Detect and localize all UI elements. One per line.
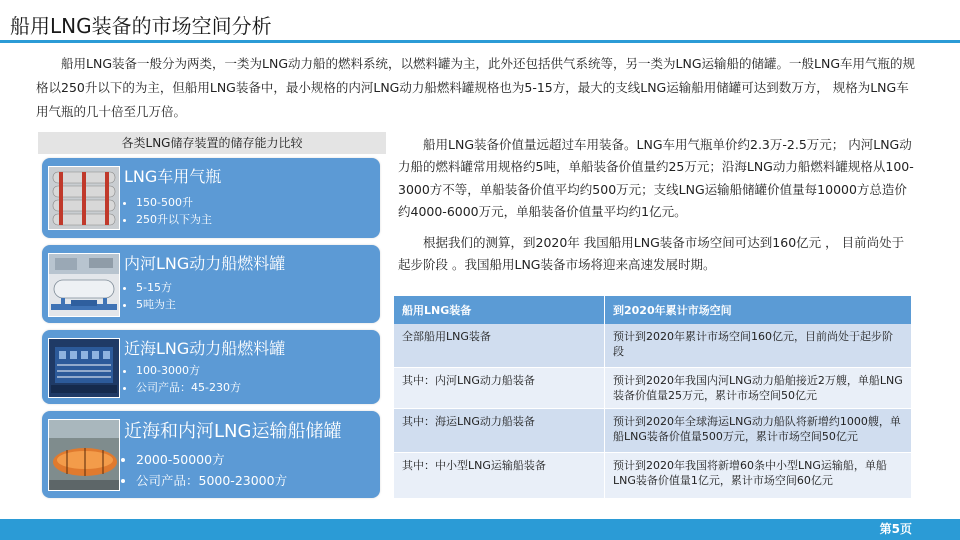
card-title: LNG车用气瓶: [124, 167, 222, 186]
table-row: [394, 453, 912, 499]
card-inland-fuel-tank: [42, 245, 380, 323]
table-header-cell: 到2020年累计市场空间: [605, 296, 912, 324]
table-header-row: [394, 296, 912, 324]
card-bullet: • 5-15方: [136, 279, 176, 296]
card-bullets: [124, 362, 241, 396]
table-row: [394, 324, 912, 368]
table-row: [394, 409, 912, 453]
storage-tank-image: [48, 419, 120, 491]
table-cell: 预计到2020年我国将新增60条中小型LNG运输船，单船LNG装备价值量1亿元，累计市场空间60亿元: [605, 453, 912, 499]
table-cell: 预计到2020年累计市场空间160亿元，目前尚处于起步阶段: [605, 324, 912, 368]
table-cell: 预计到2020年我国内河LNG动力船舶接近2万艘，单船LNG装备价值量25万元，累计市场空间50亿元: [605, 368, 912, 409]
card-coastal-fuel-tank: [42, 330, 380, 404]
title-divider: [0, 40, 960, 43]
card-bullet: • 100-3000方: [136, 362, 241, 379]
card-bullets: [124, 194, 212, 228]
card-title: 内河LNG动力船燃料罐: [124, 254, 286, 273]
card-bullets: [124, 279, 176, 313]
card-bullet: • 公司产品：45-230方: [136, 379, 241, 396]
card-bullet: • 150-500升: [136, 194, 212, 211]
table-cell: 其中：内河LNG动力船装备: [394, 368, 605, 409]
table-header-cell: 船用LNG装备: [394, 296, 605, 324]
value-paragraph: 船用LNG装备价值量远超过车用装备。LNG车用气瓶单价约2.3万-2.5万元； 内河LNG动力船的燃料罐常用规格约5吨，单船装备价值量约25万元；沿海LNG动力船燃料罐规格从100-3000方不等，单船装备价值平均约500万元；支线LNG运输船储罐价值量每10000方总造价约4000-6000万元，单船装备价值量平均约1亿元。: [398, 137, 914, 220]
card-bullet: • 2000-50000方: [136, 449, 287, 470]
card-vehicle-cylinder: [42, 158, 380, 238]
footer-bar: [0, 519, 960, 540]
page-title: 船用LNG装备的市场空间分析: [10, 14, 272, 38]
market-space-table: [394, 296, 912, 499]
page-number: 第5页: [879, 522, 912, 536]
table-cell: 预计到2020年全球海运LNG动力船队将新增约1000艘，单船LNG装备价值量500万元，累计市场空间50亿元: [605, 409, 912, 453]
table-row: [394, 368, 912, 409]
intro-paragraph: 船用LNG装备一般分为两类，一类为LNG动力船的燃料系统，以燃料罐为主，此外还包括供气系统等，另一类为LNG运输船的储罐。一般LNG车用气瓶的规格以250升以下的为主，但船用LNG装备中，最小规格的内河LNG动力船燃料罐规格也为5-15方，最大的支线LNG运输船用储罐可达到数万方， 规格为LNG车用气瓶的几十倍至几万倍。: [36, 56, 916, 119]
estimate-paragraph: 根据我们的测算，到2020年 我国船用LNG装备市场空间可达到160亿元 ， 目前尚处于起步阶段 。我国船用LNG装备市场将迎来高速发展时期。: [398, 235, 905, 273]
card-carrier-storage-tank: [42, 411, 380, 498]
cylinder-image: [48, 166, 120, 230]
card-bullet: • 5吨为主: [136, 296, 176, 313]
table-cell: 其中：中小型LNG运输船装备: [394, 453, 605, 499]
card-bullet: • 公司产品：5000-23000方: [136, 470, 287, 491]
card-title: 近海和内河LNG运输船储罐: [124, 421, 342, 442]
comparison-header: 各类LNG储存装置的储存能力比较: [38, 132, 386, 154]
table-cell: 全部船用LNG装备: [394, 324, 605, 368]
card-title: 近海LNG动力船燃料罐: [124, 339, 286, 358]
engine-image: [48, 338, 120, 398]
table-cell: 其中：海运LNG动力船装备: [394, 409, 605, 453]
card-bullets: [124, 449, 287, 491]
inland-tank-image: [48, 253, 120, 317]
card-bullet: • 250升以下为主: [136, 211, 212, 228]
